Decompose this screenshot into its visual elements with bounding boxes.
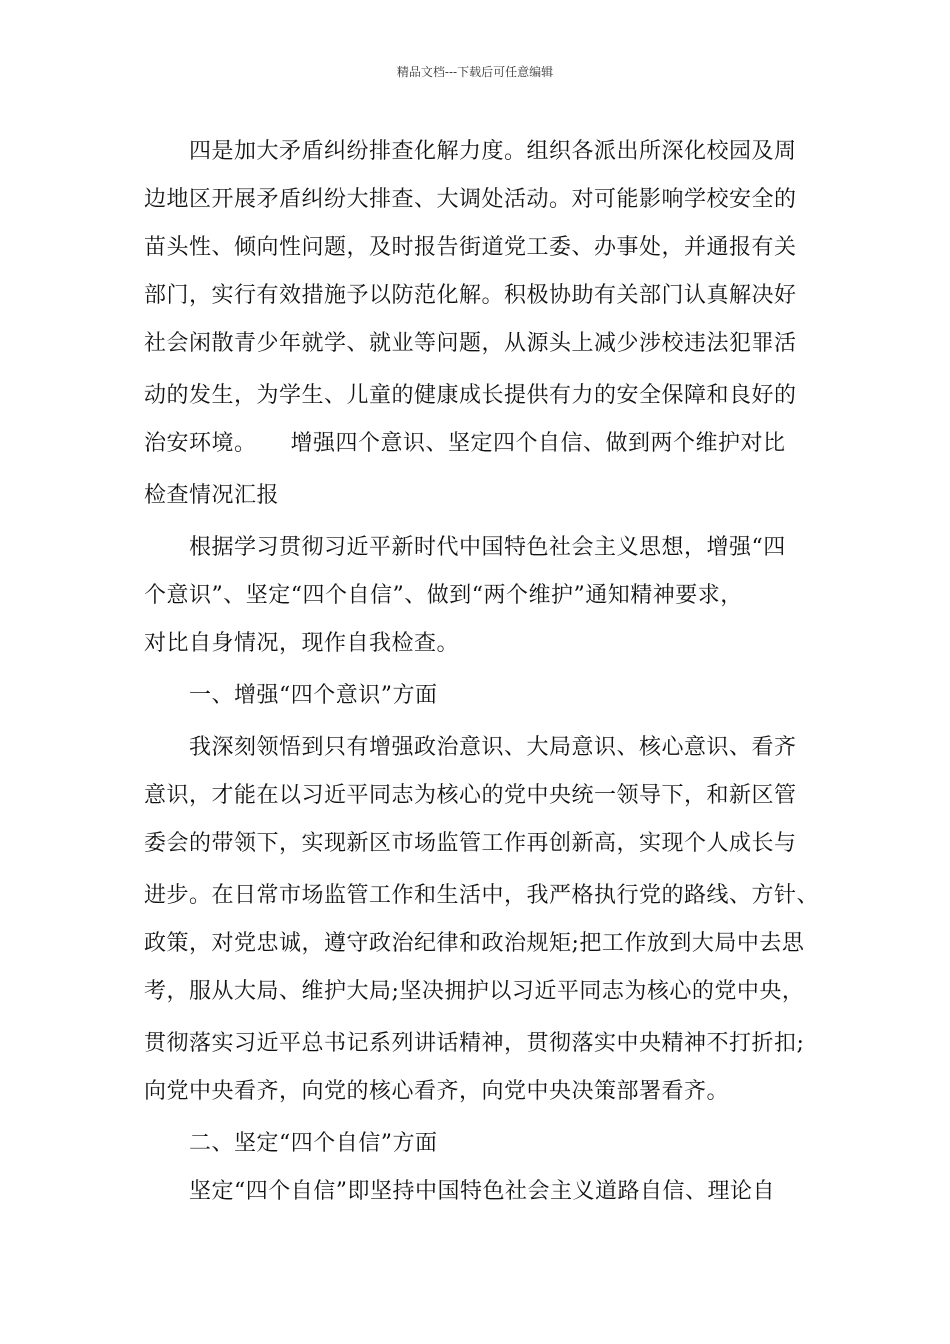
section-heading: 二、坚定“四个自信”方面 <box>189 1131 438 1156</box>
text-line: 考，服从大局、维护大局;坚决拥护以习近平同志为核心的党中央， <box>144 979 805 1004</box>
text-line: 根据学习贯彻习近平新时代中国特色社会主义思想，增强“四 <box>189 535 786 560</box>
text-line: 苗头性、倾向性问题，及时报告街道党工委、办事处，并通报有关 <box>144 235 797 260</box>
text-line: 个意识”、坚定“四个自信”、做到“两个维护”通知精神要求， <box>144 583 743 608</box>
text-line: 动的发生，为学生、儿童的健康成长提供有力的安全保障和良好的 <box>144 383 797 408</box>
text-line: 委会的带领下，实现新区市场监管工作再创新高，实现个人成长与 <box>144 831 797 856</box>
text-line: 检查情况汇报 <box>144 483 280 508</box>
text-line: 我深刻领悟到只有增强政治意识、大局意识、核心意识、看齐 <box>189 735 797 760</box>
text-line: 部门，实行有效措施予以防范化解。积极协助有关部门认真解决好 <box>144 283 797 308</box>
text-line: 意识，才能在以习近平同志为核心的党中央统一领导下，和新区管 <box>144 783 797 808</box>
text-line: 社会闲散青少年就学、就业等问题，从源头上减少涉校违法犯罪活 <box>144 331 797 356</box>
text-line: 对比自身情况，现作自我检查。 <box>144 631 460 656</box>
text-line: 坚定“四个自信”即坚持中国特色社会主义道路自信、理论自 <box>189 1179 775 1204</box>
text-line: 进步。在日常市场监管工作和生活中，我严格执行党的路线、方针、 <box>144 883 820 908</box>
text-line: 向党中央看齐，向党的核心看齐，向党中央决策部署看齐。 <box>144 1079 730 1104</box>
text-line: 边地区开展矛盾纠纷大排查、大调处活动。对可能影响学校安全的 <box>144 187 797 212</box>
text-line: 四是加大矛盾纠纷排查化解力度。组织各派出所深化校园及周 <box>189 139 797 164</box>
section-heading: 一、增强“四个意识”方面 <box>189 683 438 708</box>
page-header: 精品文档---下载后可任意编辑 <box>396 65 554 79</box>
text-line: 政策，对党忠诚，遵守政治纪律和政治规矩;把工作放到大局中去思 <box>144 931 805 956</box>
text-line: 治安环境。 增强四个意识、坚定四个自信、做到两个维护对比 <box>144 431 786 456</box>
text-line: 贯彻落实习近平总书记系列讲话精神，贯彻落实中央精神不打折扣; <box>144 1031 805 1056</box>
